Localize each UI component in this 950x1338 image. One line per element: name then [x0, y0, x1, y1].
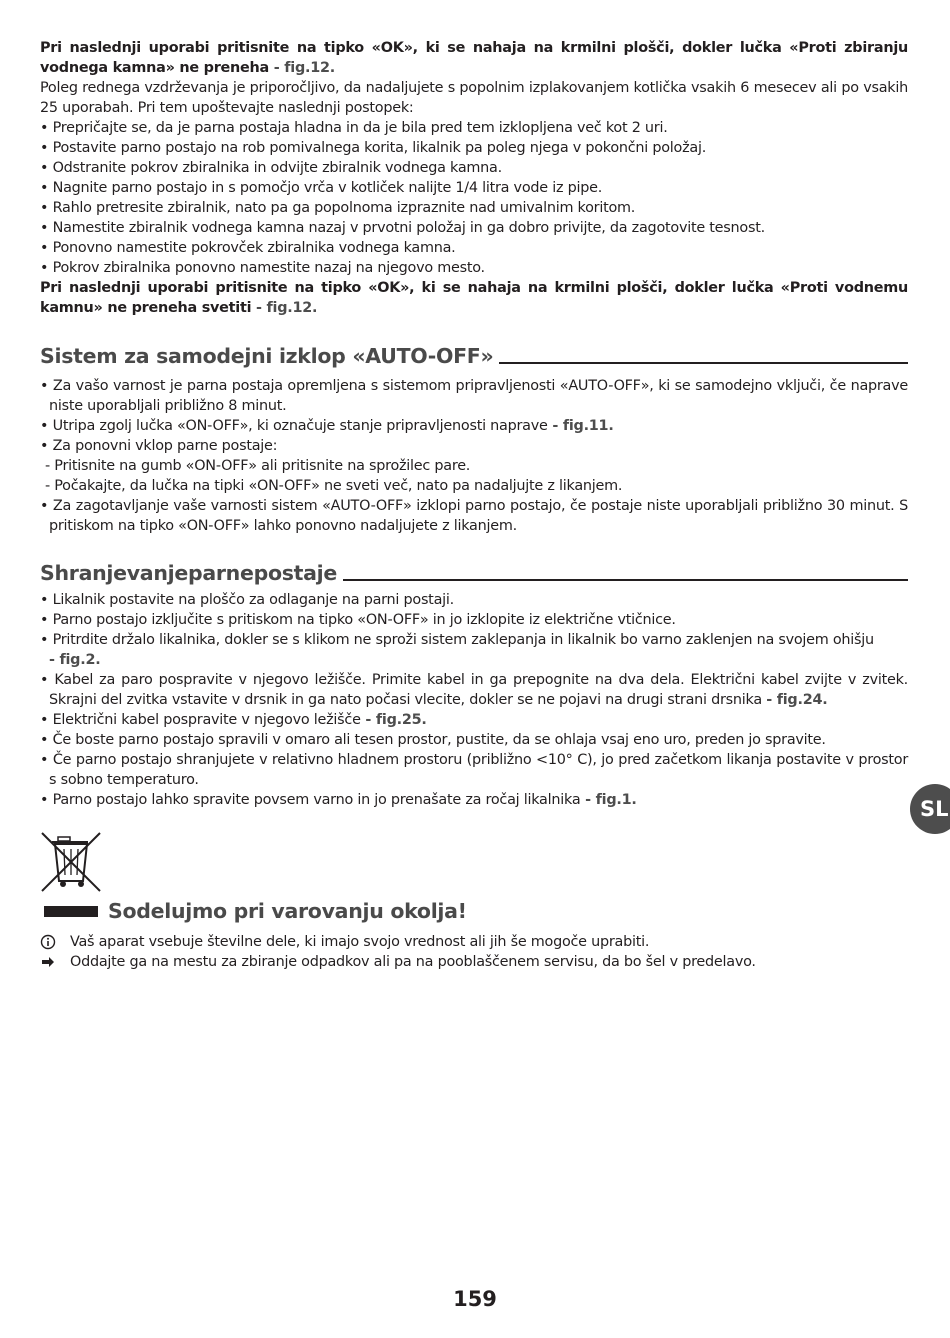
heading-rule	[499, 362, 908, 364]
intro-bold-end: Pri naslednji uporabi pritisnite na tipko «OK», ki se nahaja na krmilni plošči, dokler lučka «Proti vodnemu kamnu» ne preneha svetiti - fig.12.	[40, 280, 908, 316]
storage-item-1: • Likalnik postavite na ploščo za odlaganje na parni postaji.	[40, 592, 454, 608]
intro-item-4: • Nagnite parno postajo in s pomočjo vrča v kotliček nalijte 1/4 litra vode iz pipe.	[40, 180, 603, 196]
intro-item-1: • Prepričajte se, da je parna postaja hladna in da je bila pred tem izklopljena več kot 2 uri.	[40, 120, 668, 136]
heading-rule	[343, 579, 908, 581]
auto-off-heading: Sistem za samodejni izklop «AUTO-OFF»	[40, 343, 908, 369]
storage-item-5: • Električni kabel pospravite v njegovo ležišče - fig.25.	[40, 712, 427, 728]
fig-ref: - fig.1.	[580, 792, 637, 808]
intro-paragraph: Poleg rednega vzdrževanja je priporočljivo, da nadaljujete s popolnim izplakovanjem kotlička vsakih 6 mesecev ali po vsakih 25 uporabah. Pri tem upoštevajte naslednji postopek:	[40, 80, 908, 116]
environment-heading: Sodelujmo pri varovanju okolja!	[44, 899, 908, 923]
fig-ref: - fig.11.	[547, 418, 614, 434]
fig-ref: - fig.2.	[49, 652, 101, 668]
storage-item-8: • Parno postajo lahko spravite povsem varno in jo prenašate za ročaj likalnika - fig.1.	[40, 792, 637, 808]
environment-list	[40, 932, 908, 972]
auto-off-item-1: • Za vašo varnost je parna postaja opremljena s sistemom pripravljenosti «AUTO-OFF», ki se samodejno vključi, če naprave niste uporabljali približno 8 minut.	[40, 378, 908, 414]
fig-ref: - fig.12.	[269, 60, 335, 76]
auto-off-item-4: • Za zagotavljanje vaše varnosti sistem «AUTO-OFF» izklopi parno postajo, če postaje niste uporabljali približno 30 minut. S pritiskom na tipko «ON-OFF» lahko ponovno nadaljujete z likanjem.	[40, 498, 908, 534]
intro-item-8: • Pokrov zbiralnika ponovno namestite nazaj na njegovo mesto.	[40, 260, 485, 276]
auto-off-item-2: • Utripa zgolj lučka «ON-OFF», ki označuje stanje pripravljenosti naprave - fig.11.	[40, 418, 614, 434]
storage-item-3: • Pritrdite držalo likalnika, dokler se s klikom ne sproži sistem zaklepanja in likalnik bo varno zaklenjen na svojem ohišju - fig.2.	[40, 632, 874, 668]
info-icon	[40, 934, 70, 950]
storage-item-6: • Če boste parno postajo spravili v omaro ali tesen prostor, pustite, da se ohlaja vsaj eno uro, preden jo spravite.	[40, 732, 826, 748]
intro-item-5: • Rahlo pretresite zbiralnik, nato pa ga popolnoma izpraznite nad umivalnim koritom.	[40, 200, 636, 216]
environment-line-2: Oddajte ga na mestu za zbiranje odpadkov ali pa na pooblaščenem servisu, da bo šel v predelavo.	[40, 952, 908, 972]
page-number: 159	[453, 1287, 497, 1311]
environment-line-1: Vaš aparat vsebuje številne dele, ki imajo svojo vrednost ali jih še mogoče uprabiti.	[40, 932, 908, 952]
storage-item-2: • Parno postajo izključite s pritiskom na tipko «ON-OFF» in jo izklopite iz električne vtičnice.	[40, 612, 676, 628]
storage-item-7: • Če parno postajo shranjujete v relativno hladnem prostoru (približno <10° C), jo pred začetkom likanja postavite v prostor s sobno temperaturo.	[40, 752, 908, 788]
fig-ref: - fig.12.	[251, 300, 318, 316]
arrow-right-icon	[40, 954, 70, 970]
intro-item-2: • Postavite parno postajo na rob pomivalnega korita, likalnik pa poleg njega v pokončni položaj.	[40, 140, 707, 156]
crossed-bin-icon	[40, 831, 102, 893]
storage-item-4: • Kabel za paro pospravite v njegovo ležišče. Primite kabel in ga prepognite na dva dela. Električni kabel zvijte v zvitek. Skrajni del zvitka vstavite v drsnik in ga nato počasi vlecite, dokler se ne pojavi na drugi strani drsnika - fig.24.	[40, 672, 908, 708]
intro-item-6: • Namestite zbiralnik vodnega kamna nazaj v prvotni položaj in ga dobro privijte, da zagotovite tesnost.	[40, 220, 765, 236]
auto-off-step-1: - Pritisnite na gumb «ON-OFF» ali pritisnite na sprožilec pare.	[45, 458, 471, 474]
page-content	[40, 38, 908, 972]
auto-off-item-3: • Za ponovni vklop parne postaje:	[40, 438, 278, 454]
intro-bold-lead: Pri naslednji uporabi pritisnite na tipko «OK», ki se nahaja na krmilni plošči, dokler lučka «Proti zbiranju vodnega kamna» ne preneha - fig.12.	[40, 40, 908, 76]
auto-off-step-2: - Počakajte, da lučka na tipki «ON-OFF» ne sveti več, nato pa nadaljujte z likanjem.	[45, 478, 623, 494]
fig-ref: - fig.25.	[360, 712, 427, 728]
language-tab: SL	[910, 784, 950, 834]
intro-item-7: • Ponovno namestite pokrovček zbiralnika vodnega kamna.	[40, 240, 456, 256]
storage-heading: Shranjevanjeparnepostaje	[40, 560, 908, 586]
heading-bar	[44, 906, 98, 917]
fig-ref: - fig.24.	[766, 692, 828, 708]
intro-item-3: • Odstranite pokrov zbiralnika in odvijte zbiralnik vodnega kamna.	[40, 160, 502, 176]
